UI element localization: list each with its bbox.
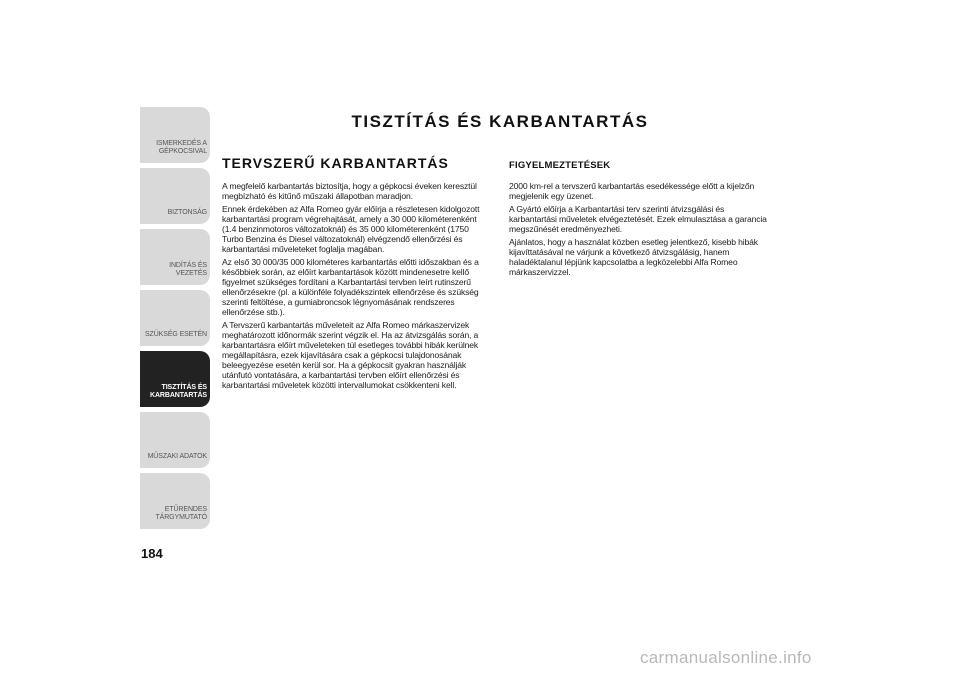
right-column [509,181,771,280]
paragraph: A megfelelő karbantartás biztosítja, hogy a gépkocsi éveken keresztül megbízható és kitűnő műszaki állapotban maradjon. [222,181,477,201]
paragraph: A Gyártó előírja a Karbantartási terv szerinti átvizsgálási és karbantartási műveletek elvégeztetését. Ezek elmulasztása a garancia megszűnését eredményezheti. [509,204,767,234]
paragraph: Az első 30 000/35 000 kilométeres karbantartás előtti időszakban és a későbbiek során, az előírt karbantartások között mindenesetre kellő figyelmet szükséges fordítani a Karbantartási tervben leírt rutinszerű ellenőrzésekre (pl. a különféle folyadékszintek ellenőrzése és szükség szerinti feltöltése, a gumiabroncsok légnyomásának rendszeres ellenőrzése stb.). [222,257,479,317]
tab-inditas-es-vezetes[interactable]: INDÍTÁS ÉS VEZETÉS [140,229,210,285]
watermark: carmanualsonline.info [640,648,812,667]
page-number: 184 [141,546,163,561]
tab-tisztitas-es-karbantartas[interactable]: TISZTÍTÁS ÉS KARBANTARTÁS [140,351,210,407]
tab-ismerkedes[interactable]: ISMERKEDÉS A GÉPKOCSIVAL [140,107,210,163]
tab-muszaki-adatok[interactable]: MŰSZAKI ADATOK [140,412,210,468]
section-title: TERVSZERŰ KARBANTARTÁS [222,155,449,171]
tab-targymutato[interactable]: ETŰRENDES TÁRGYMUTATÓ [140,473,210,529]
paragraph: Ennek érdekében az Alfa Romeo gyár előírja a részletesen kidolgozott karbantartási program végrehajtását, amely a 30 000 kilométerenként (1.4 benzinmotoros változatoknál) és 35 000 kilométerenként (1750 Turbo Benzina és Diesel változatoknál) elvégzendő ellenőrzési és karbantartási műveleteket foglalja magában. [222,204,480,254]
paragraph: Ajánlatos, hogy a használat közben esetleg jelentkező, kisebb hibák kijavíttatásával ne várjunk a következő átvizsgálásig, hanem haladéktalanul lépjünk kapcsolatba a legközelebbi Alfa Romeo márkaszervizzel. [509,237,758,277]
left-column [222,181,490,393]
tab-szukseg-eseten[interactable]: SZÜKSÉG ESETÉN [140,290,210,346]
tab-biztonsag[interactable]: BIZTONSÁG [140,168,210,224]
paragraph: 2000 km-rel a tervszerű karbantartás esedékessége előtt a kijelzőn megjelenik egy üzenet. [509,181,755,201]
warnings-heading: FIGYELMEZTETÉSEK [509,160,611,171]
page-title: TISZTÍTÁS ÉS KARBANTARTÁS [351,112,649,131]
paragraph: A Tervszerű karbantartás műveleteit az Alfa Romeo márkaszervizek meghatározott időnormák szerint végzik el. Ha az átvizsgálás során, a karbantartásra előírt műveleteken túl esetleges további hibák kerülnek megállapításra, ezek kijavítására csak a gépkocsi tulajdonosának beleegyezése esetén kerül sor. Ha a gépkocsit gyakran használják utánfutó vontatására, a karbantartási tervben előírt ellenőrzési és karbantartási műveletek közötti intervallumokat csökkenteni kell. [222,320,479,390]
